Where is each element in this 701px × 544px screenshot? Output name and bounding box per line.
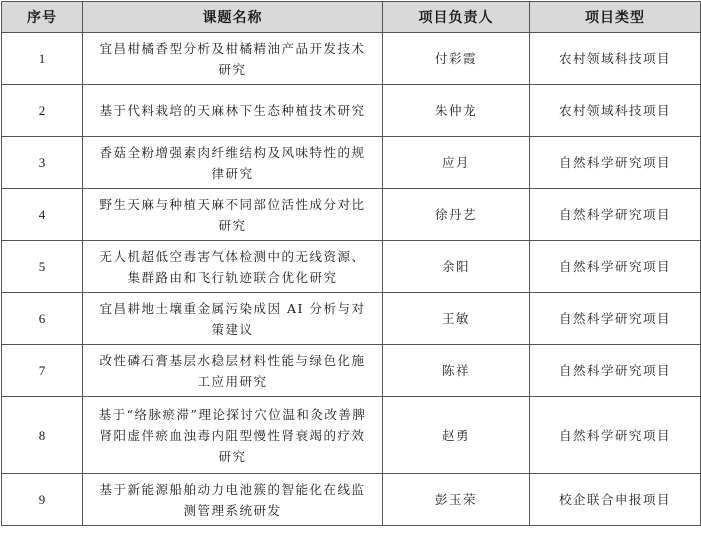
row-leader: 余阳 [383, 241, 530, 293]
row-title: 宜昌柑橘香型分析及柑橘精油产品开发技术研究 [83, 33, 383, 85]
row-leader: 赵勇 [383, 397, 530, 474]
row-title: 基于代料栽培的天麻林下生态种植技术研究 [83, 85, 383, 137]
row-title: 宜昌耕地土壤重金属污染成因 AI 分析与对策建议 [83, 293, 383, 345]
row-index: 2 [2, 85, 83, 137]
row-title: 改性磷石膏基层水稳层材料性能与绿色化施工应用研究 [83, 345, 383, 397]
row-type: 自然科学研究项目 [530, 397, 701, 474]
table-header-row [2, 2, 701, 33]
header-index: 序号 [2, 2, 83, 33]
project-table [1, 1, 701, 526]
table-row [2, 345, 701, 397]
row-leader: 王敏 [383, 293, 530, 345]
row-title: 香菇全粉增强素肉纤维结构及风味特性的规律研究 [83, 137, 383, 189]
row-leader: 付彩霞 [383, 33, 530, 85]
table-row [2, 397, 701, 474]
row-type: 自然科学研究项目 [530, 241, 701, 293]
row-leader: 陈祥 [383, 345, 530, 397]
row-index: 8 [2, 397, 83, 474]
row-type: 自然科学研究项目 [530, 293, 701, 345]
table-row [2, 293, 701, 345]
row-type: 校企联合申报项目 [530, 474, 701, 526]
header-type: 项目类型 [530, 2, 701, 33]
header-title: 课题名称 [83, 2, 383, 33]
row-title: 基于新能源船舶动力电池簇的智能化在线监测管理系统研发 [83, 474, 383, 526]
row-type: 自然科学研究项目 [530, 137, 701, 189]
row-leader: 应月 [383, 137, 530, 189]
row-type: 农村领域科技项目 [530, 85, 701, 137]
table-row [2, 85, 701, 137]
row-title: 无人机超低空毒害气体检测中的无线资源、集群路由和飞行轨迹联合优化研究 [83, 241, 383, 293]
row-index: 9 [2, 474, 83, 526]
row-leader: 朱仲龙 [383, 85, 530, 137]
row-index: 1 [2, 33, 83, 85]
row-type: 农村领域科技项目 [530, 33, 701, 85]
row-index: 6 [2, 293, 83, 345]
row-title: 基于“络脉瘀滞”理论探讨穴位温和灸改善脾肾阳虚伴瘀血浊毒内阻型慢性肾衰竭的疗效研究 [83, 397, 383, 474]
table-row [2, 241, 701, 293]
header-leader: 项目负责人 [383, 2, 530, 33]
table-row [2, 137, 701, 189]
table-row [2, 33, 701, 85]
row-title: 野生天麻与种植天麻不同部位活性成分对比研究 [83, 189, 383, 241]
row-index: 4 [2, 189, 83, 241]
table-row [2, 474, 701, 526]
row-index: 3 [2, 137, 83, 189]
row-leader: 徐丹艺 [383, 189, 530, 241]
table-row [2, 189, 701, 241]
row-type: 自然科学研究项目 [530, 345, 701, 397]
row-index: 5 [2, 241, 83, 293]
row-leader: 彭玉荣 [383, 474, 530, 526]
row-type: 自然科学研究项目 [530, 189, 701, 241]
row-index: 7 [2, 345, 83, 397]
